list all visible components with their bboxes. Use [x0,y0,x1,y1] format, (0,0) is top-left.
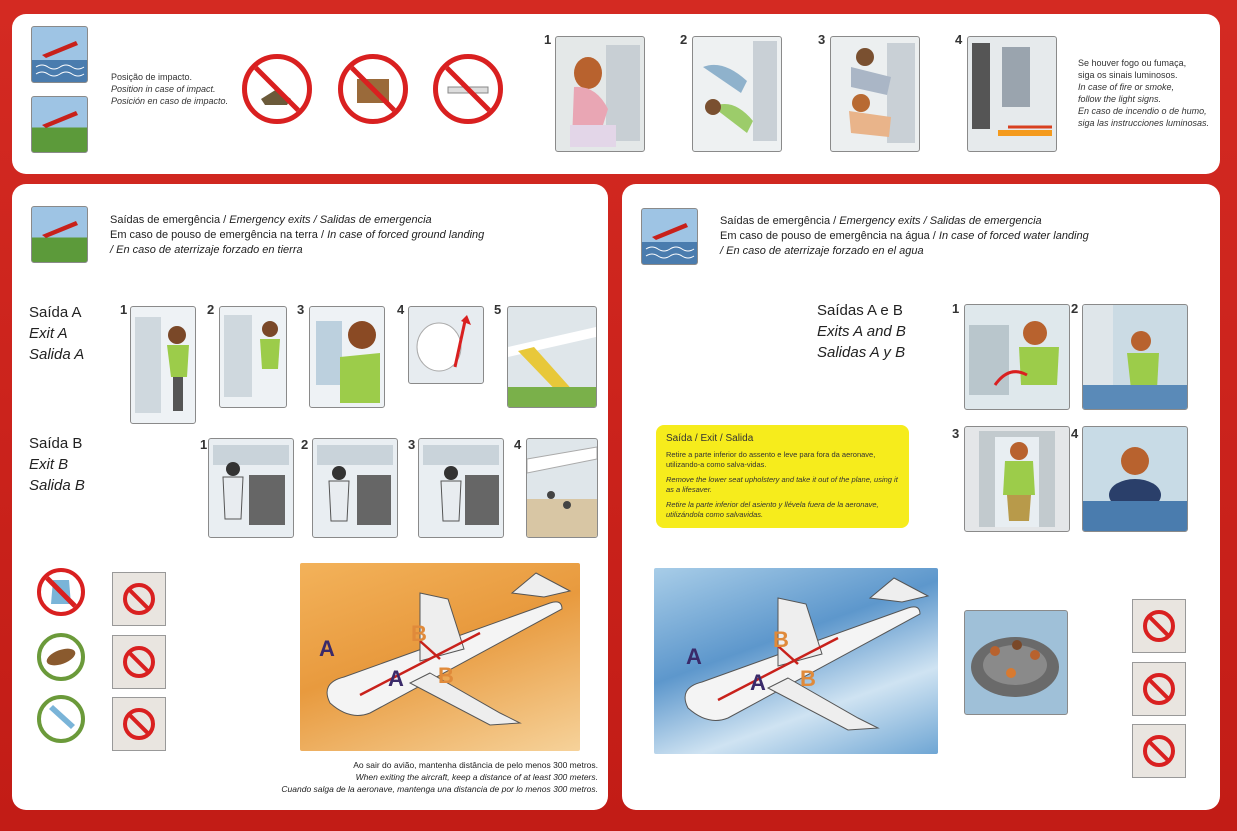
exits-ab-es: Salidas A y B [817,344,906,361]
exit-b-label [29,433,85,496]
passengers-on-raft-illustration [964,610,1068,715]
exit-b-marker: B [800,666,816,691]
exit-b-step2-illustration [312,438,398,538]
exit-a-en: Exit A [29,325,68,342]
water-landing-icon [641,208,698,265]
step-number: 4 [955,32,963,47]
exits-ab-pt: Saídas A e B [817,302,903,319]
exits-ab-en: Exits A and B [817,323,906,340]
carry-cushion-illustration [1082,304,1188,410]
fire-es-line1: En caso de incendio o de humo, [1078,106,1207,116]
distance-caption-pt: Ao sair do avião, mantenha distância de pelo menos 300 metros. [353,760,598,770]
instruction-box-es: Retire la parte inferior del asiento y llévela fuera de la aeronave, utilizándola como salvavidas. [666,500,879,519]
no-high-heels-icon [242,54,312,124]
step-number: 2 [1071,301,1079,316]
brace-position-3-illustration [830,36,920,152]
exit-a-marker: A [750,670,766,695]
step-number: 1 [952,301,960,316]
impact-en: Position in case of impact. [111,84,216,94]
exits-ab-label [817,300,906,363]
exit-b-pt: Saída B [29,435,83,452]
exit-b-en: Exit B [29,456,69,473]
distance-caption [272,759,598,795]
no-blocked-exit-icon [1132,662,1186,716]
water-subheader-es: / En caso de aterrizaje forzado en el agua [720,245,924,257]
step-number: 1 [200,437,208,452]
exit-door-illustration [964,426,1070,532]
step-number: 1 [544,32,552,47]
fire-en-line1: In case of fire or smoke, [1078,82,1175,92]
fire-pt-line2: siga os sinais luminosos. [1078,70,1178,80]
fire-en-line2: follow the light signs. [1078,94,1162,104]
exit-b-marker: B [438,663,454,688]
exit-a-marker: A [319,636,335,661]
exit-a-step4-illustration [408,306,484,384]
water-subheader-pt: Em caso de pouso de emergência na água / [720,230,939,242]
ground-landing-icon [31,206,88,263]
use-slide-icon [37,695,85,743]
ground-landing-icon [31,96,88,153]
ground-header [110,213,590,258]
exit-b-es: Salida B [29,477,85,494]
fire-smoke-caption [1078,57,1218,129]
impact-pt: Posição de impacto. [111,72,193,82]
exit-a-pt: Saída A [29,304,82,321]
no-luggage-icon [338,54,408,124]
impact-panel [12,14,1220,174]
impact-caption [111,71,251,107]
exit-a-step2-illustration [219,306,287,408]
instruction-box-title: Saída / Exit / Salida [666,433,754,444]
exit-b-step1-illustration [208,438,294,538]
step-number: 2 [301,437,309,452]
water-subheader-en: In case of forced water landing [938,230,1089,242]
remove-seat-cushion-illustration [964,304,1070,410]
ground-subheader-pt: Em caso de pouso de emergência na terra / [110,229,328,241]
fire-pt-line1: Se houver fogo ou fumaça, [1078,58,1187,68]
brace-position-2-illustration [692,36,782,152]
step-number: 3 [408,437,416,452]
ground-landing-panel [12,184,608,810]
step-number: 4 [1071,426,1079,441]
no-life-vest-inflation-icon [37,568,85,616]
ground-subheader-en: In case of forced ground landing [327,229,485,241]
distance-caption-en: When exiting the aircraft, keep a distance of at least 300 meters. [355,772,598,782]
exit-a-marker: A [388,666,404,691]
floor-lights-illustration [967,36,1057,152]
step-number: 4 [514,437,522,452]
exit-b-marker: B [411,621,427,646]
step-number: 3 [952,426,960,441]
ground-header-pt: Saídas de emergência / [110,214,230,226]
step-number: 3 [297,302,305,317]
no-blocked-exit-icon [112,635,166,689]
step-number: 5 [494,302,502,317]
distance-caption-es: Cuando salga de la aeronave, mantenga una distancia de por lo menos 300 metros. [281,784,598,794]
brace-position-1-illustration [555,36,645,152]
exit-b-wing-illustration [526,438,598,538]
step-number: 2 [680,32,688,47]
exit-a-es: Salida A [29,346,85,363]
exit-a-step1-illustration [130,306,196,424]
instruction-box-en: Remove the lower seat upholstery and take it out of the plane, using it as a lifesaver. [666,475,898,494]
no-water-exit-icon [1132,724,1186,778]
no-fire-exit-icon [1132,599,1186,653]
impact-es: Posición en caso de impacto. [111,96,229,106]
water-header [720,214,1200,259]
step-number: 4 [397,302,405,317]
step-number: 3 [818,32,826,47]
instruction-box-pt: Retire a parte inferior do assento e leve para fora da aeronave, utilizando-a como salva-vidas. [666,450,876,469]
water-landing-panel [622,184,1220,810]
seat-cushion-instruction-box [656,425,909,528]
no-water-exit-icon [112,697,166,751]
ground-header-en: Emergency exits / Salidas de emergencia [229,214,432,226]
water-landing-icon [31,26,88,83]
exit-a-label [29,302,84,365]
exit-b-step3-illustration [418,438,504,538]
exit-b-marker: B [773,627,789,652]
exit-a-step3-illustration [309,306,385,408]
no-fire-exit-icon [112,572,166,626]
water-header-en: Emergency exits / Salidas de emergencia [839,215,1042,227]
water-header-pt: Saídas de emergência / [720,215,840,227]
fire-es-line2: siga las instrucciones luminosas. [1078,118,1210,128]
float-with-cushion-illustration [1082,426,1188,532]
take-seat-cushion-icon [37,633,85,681]
ground-subheader-es: / En caso de aterrizaje forzado en tierra [110,244,303,256]
exit-a-slide-illustration [507,306,597,408]
step-number: 1 [120,302,128,317]
step-number: 2 [207,302,215,317]
no-smoking-icon [433,54,503,124]
ground-evacuation-diagram [300,563,580,751]
exit-a-marker: A [686,644,702,669]
